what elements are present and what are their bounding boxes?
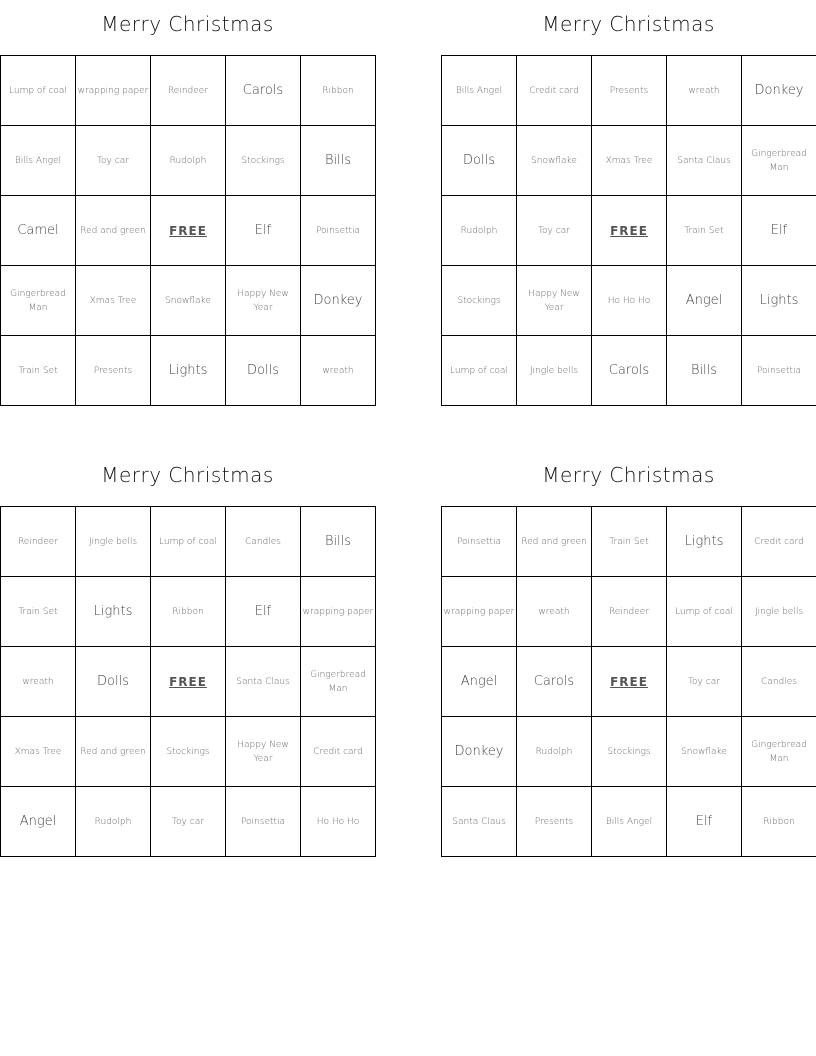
card-title: Merry Christmas (542, 463, 715, 487)
grid-cell: Toy car (76, 126, 151, 196)
grid-cell: Lump of coal (442, 336, 517, 406)
grid-cell: Presents (592, 56, 667, 126)
grid-cell: Donkey (301, 266, 376, 336)
grid-cell: Poinsettia (301, 196, 376, 266)
free-space: FREE (151, 196, 226, 266)
grid-cell: wrapping paper (76, 56, 151, 126)
grid-cell: Toy car (667, 647, 742, 717)
grid-cell: Ribbon (742, 787, 816, 857)
grid-row (1, 647, 376, 717)
grid-cell: Gingerbread Man (742, 717, 816, 787)
grid-cell: Credit card (742, 507, 816, 577)
grid-cell: Happy New Year (517, 266, 592, 336)
grid-cell: Presents (76, 336, 151, 406)
grid-row (1, 577, 376, 647)
grid-cell: Poinsettia (442, 507, 517, 577)
grid-cell: Jingle bells (517, 336, 592, 406)
grid-cell: Xmas Tree (1, 717, 76, 787)
grid-row (442, 717, 816, 787)
grid-cell: Santa Claus (442, 787, 517, 857)
bingo-grid (441, 506, 816, 857)
grid-cell: Lump of coal (151, 507, 226, 577)
grid-cell: Dolls (442, 126, 517, 196)
free-space: FREE (592, 647, 667, 717)
grid-cell: Angel (442, 647, 517, 717)
grid-cell: Gingerbread Man (742, 126, 816, 196)
grid-cell: Lights (667, 507, 742, 577)
grid-cell: Lights (151, 336, 226, 406)
grid-cell: Carols (592, 336, 667, 406)
card-title: Merry Christmas (101, 12, 274, 36)
grid-cell: Bills (301, 126, 376, 196)
grid-cell: Elf (667, 787, 742, 857)
grid-row (1, 507, 376, 577)
grid-cell: Ribbon (301, 56, 376, 126)
grid-cell: wreath (1, 647, 76, 717)
grid-cell: Stockings (592, 717, 667, 787)
card-title: Merry Christmas (542, 12, 715, 36)
grid-row (1, 266, 376, 336)
grid-cell: Train Set (667, 196, 742, 266)
grid-cell: Snowflake (667, 717, 742, 787)
grid-row (442, 126, 816, 196)
grid-cell: Lump of coal (1, 56, 76, 126)
grid-cell: Xmas Tree (76, 266, 151, 336)
grid-cell: Gingerbread Man (301, 647, 376, 717)
grid-cell: wrapping paper (301, 577, 376, 647)
bingo-grid (0, 55, 376, 406)
card-title: Merry Christmas (101, 463, 274, 487)
grid-cell: Poinsettia (742, 336, 816, 406)
free-space: FREE (592, 196, 667, 266)
grid-cell: Bills (667, 336, 742, 406)
grid-cell: Toy car (151, 787, 226, 857)
grid-cell: Toy car (517, 196, 592, 266)
grid-cell: Stockings (442, 266, 517, 336)
grid-cell: Credit card (517, 56, 592, 126)
grid-cell: Rudolph (151, 126, 226, 196)
grid-cell: Bills (301, 507, 376, 577)
grid-cell: Rudolph (517, 717, 592, 787)
grid-row (442, 507, 816, 577)
grid-cell: Candles (226, 507, 301, 577)
grid-cell: Jingle bells (742, 577, 816, 647)
grid-cell: Reindeer (592, 577, 667, 647)
grid-cell: Ho Ho Ho (592, 266, 667, 336)
grid-cell: Gingerbread Man (1, 266, 76, 336)
grid-cell: Carols (517, 647, 592, 717)
grid-row (442, 196, 816, 266)
grid-cell: wrapping paper (442, 577, 517, 647)
grid-cell: Train Set (592, 507, 667, 577)
grid-cell: Xmas Tree (592, 126, 667, 196)
grid-cell: Dolls (76, 647, 151, 717)
grid-cell: Red and green (517, 507, 592, 577)
grid-row (442, 647, 816, 717)
grid-cell: Lights (742, 266, 816, 336)
grid-cell: Stockings (226, 126, 301, 196)
grid-cell: Bills Angel (442, 56, 517, 126)
grid-cell: Reindeer (1, 507, 76, 577)
free-space: FREE (151, 647, 226, 717)
grid-cell: Santa Claus (226, 647, 301, 717)
bingo-grid (441, 55, 816, 406)
grid-cell: Snowflake (517, 126, 592, 196)
grid-cell: Camel (1, 196, 76, 266)
grid-row (442, 787, 816, 857)
grid-cell: Ribbon (151, 577, 226, 647)
grid-cell: Angel (667, 266, 742, 336)
grid-cell: Bills Angel (1, 126, 76, 196)
grid-cell: Happy New Year (226, 717, 301, 787)
grid-row (442, 336, 816, 406)
grid-cell: Reindeer (151, 56, 226, 126)
grid-cell: Credit card (301, 717, 376, 787)
grid-cell: Donkey (742, 56, 816, 126)
grid-cell: Snowflake (151, 266, 226, 336)
grid-cell: Stockings (151, 717, 226, 787)
grid-cell: wreath (517, 577, 592, 647)
grid-cell: Train Set (1, 336, 76, 406)
grid-cell: wreath (667, 56, 742, 126)
grid-cell: Red and green (76, 196, 151, 266)
grid-cell: Carols (226, 56, 301, 126)
grid-cell: Red and green (76, 717, 151, 787)
grid-cell: Lights (76, 577, 151, 647)
grid-row (1, 196, 376, 266)
grid-cell: Train Set (1, 577, 76, 647)
grid-row (1, 717, 376, 787)
grid-cell: Presents (517, 787, 592, 857)
grid-row (1, 787, 376, 857)
grid-row (442, 266, 816, 336)
grid-cell: Elf (742, 196, 816, 266)
grid-cell: Lump of coal (667, 577, 742, 647)
grid-row (442, 56, 816, 126)
grid-cell: Poinsettia (226, 787, 301, 857)
grid-cell: Elf (226, 577, 301, 647)
grid-row (1, 126, 376, 196)
grid-cell: Donkey (442, 717, 517, 787)
grid-row (442, 577, 816, 647)
grid-cell: Elf (226, 196, 301, 266)
grid-cell: Rudolph (442, 196, 517, 266)
grid-cell: Bills Angel (592, 787, 667, 857)
bingo-grid (0, 506, 376, 857)
grid-cell: Ho Ho Ho (301, 787, 376, 857)
grid-cell: Happy New Year (226, 266, 301, 336)
grid-cell: Jingle bells (76, 507, 151, 577)
grid-cell: Dolls (226, 336, 301, 406)
grid-row (1, 56, 376, 126)
grid-row (1, 336, 376, 406)
grid-cell: Rudolph (76, 787, 151, 857)
grid-cell: Santa Claus (667, 126, 742, 196)
grid-cell: Angel (1, 787, 76, 857)
grid-cell: wreath (301, 336, 376, 406)
grid-cell: Candles (742, 647, 816, 717)
